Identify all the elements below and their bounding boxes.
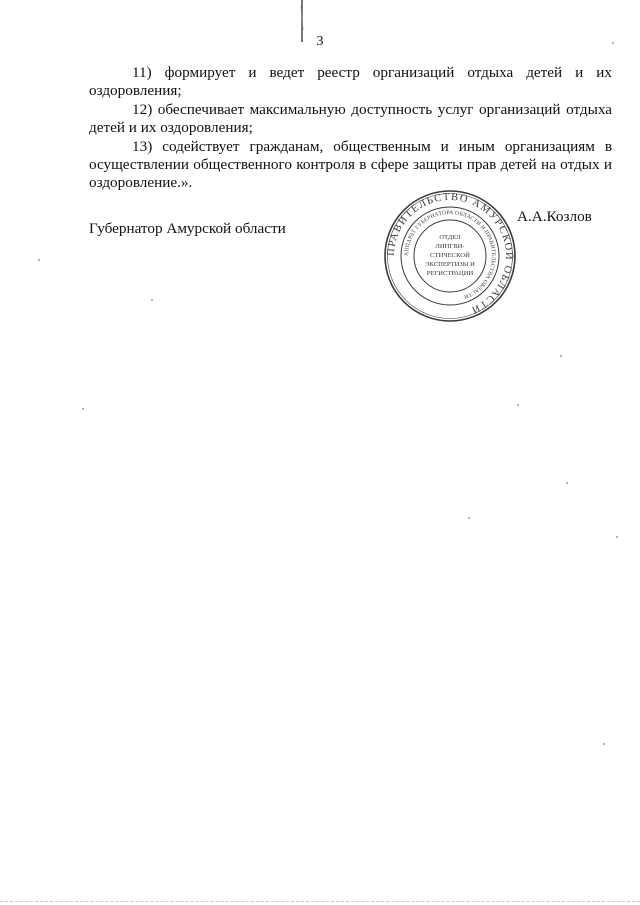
official-seal [383,189,517,323]
scan-speck [603,743,605,745]
seal-center-line: ЛИНГВИ- [435,243,465,250]
seal-center-line: ОТДЕЛ [439,234,461,241]
scan-edge [0,901,640,903]
scan-speck [616,536,618,538]
signatory-name: А.А.Козлов [517,208,592,225]
list-item: 12) обеспечивает максимальную доступность услуг организаций отдыха детей и их оздоровления; [89,100,612,137]
scan-speck [612,42,614,44]
list-item: 13) содействует гражданам, общественным и иным организациям в осуществлении общественного контроля в сфере защиты прав детей на отдых и оздоровление.». [89,137,612,192]
scan-speck [82,408,84,410]
scan-speck [38,259,40,261]
page-number: 3 [316,34,324,49]
signatory-title: Губернатор Амурской области [89,220,286,237]
seal-center-line: СТИЧЕСКОЙ [430,252,470,259]
document-body [89,64,612,193]
scan-speck [560,355,562,357]
scan-speck [468,517,470,519]
scan-speck [517,404,519,406]
seal-inner-ring-text: АППАРАТ ГУБЕРНАТОРА ОБЛАСТИ И ПРАВИТЕЛЬСТВА ОБЛАСТИ [403,209,497,300]
seal-center-line: РЕГИСТРАЦИИ [426,270,474,277]
scan-speck [151,299,153,301]
list-item: 11) формирует и ведет реестр организаций отдыха детей и их оздоровления; [89,64,612,100]
seal-outer-text: ПРАВИТЕЛЬСТВО АМУРСКОЙ ОБЛАСТИ [385,191,515,316]
scan-speck [566,482,568,484]
seal-center-line: ЭКСПЕРТИЗЫ И [425,261,475,268]
seal-graphic [383,189,517,323]
